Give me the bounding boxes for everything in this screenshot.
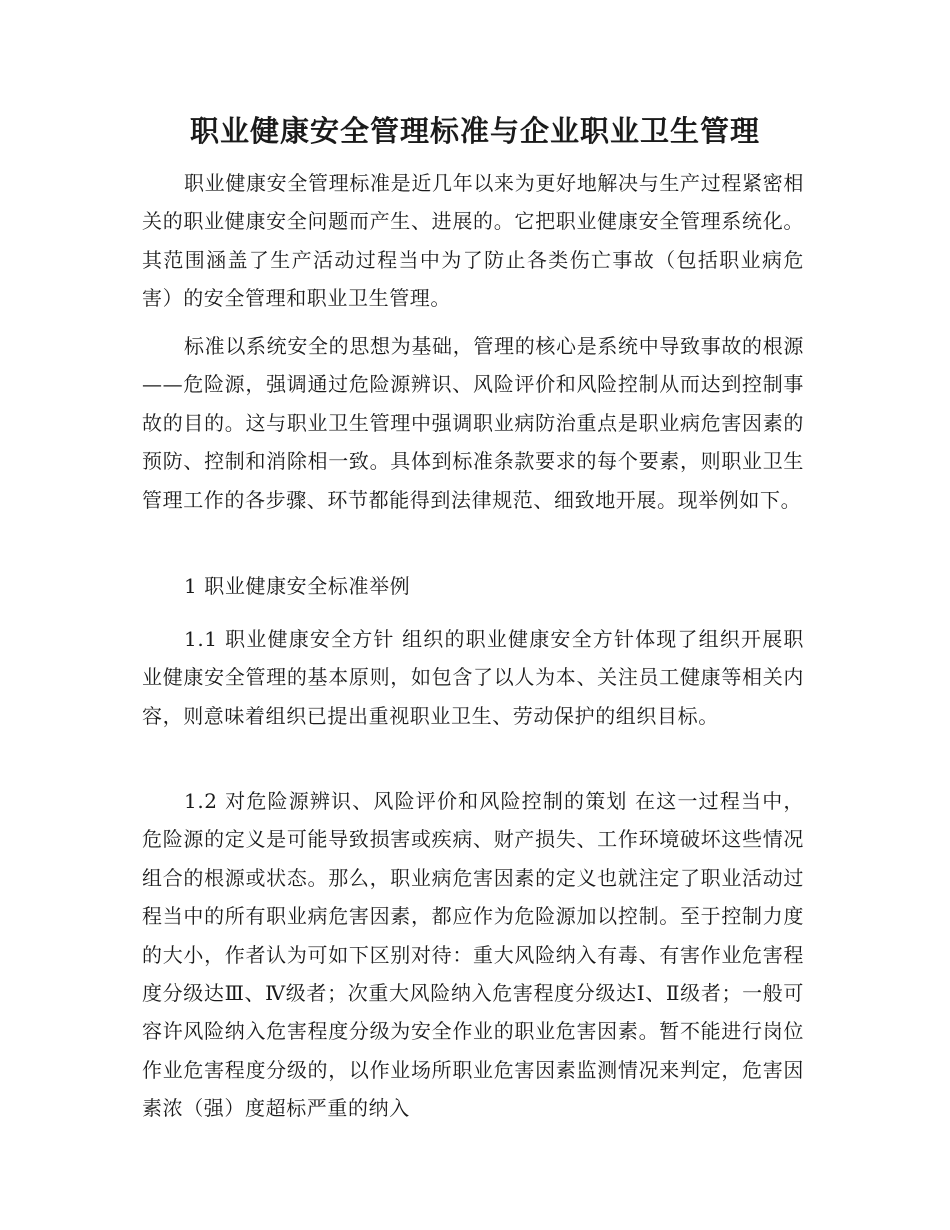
paragraph-section-1-2: 1.2 对危险源辨识、风险评价和风险控制的策划 在这一过程当中，危险源的定义是可能导致损害或疾病、财产损失、工作环境破坏这些情况组合的根源或状态。那么，职业病危害因素的定义也就注定了职业活动过程当中的所有职业病危害因素，都应作为危险源加以控制。至于控制力度的大小，作者认为可如下区别对待：重大风险纳入有毒、有害作业危害程度分级达Ⅲ、Ⅳ级者；次重大风险纳入危害程度分级达Ⅰ、Ⅱ级者；一般可容许风险纳入危害程度分级为安全作业的职业危害因素。暂不能进行岗位作业危害程度分级的，以作业场所职业危害因素监测情况来判定，危害因素浓（强）度超标严重的纳入 [142,789,804,1121]
paragraph-section-1-1: 1.1 职业健康安全方针 组织的职业健康安全方针体现了组织开展职业健康安全管理的基本原则，如包含了以人为本、关注员工健康等相关内容，则意味着组织已提出重视职业卫生、劳动保护的组织目标。 [142,627,804,728]
paragraph-standard-basis: 标准以系统安全的思想为基础，管理的核心是系统中导致事故的根源——危险源，强调通过危险源辨识、风险评价和风险控制从而达到控制事故的目的。这与职业卫生管理中强调职业病防治重点是职业病危害因素的预防、控制和消除相一致。具体到标准条款要求的每个要素，则职业卫生管理工作的各步骤、环节都能得到法律规范、细致地开展。现举例如下。 [142,334,804,512]
document-title: 职业健康安全管理标准与企业职业卫生管理 [189,114,760,148]
paragraph-intro: 职业健康安全管理标准是近几年以来为更好地解决与生产过程紧密相关的职业健康安全问题而产生、进展的。它把职业健康安全管理系统化。其范围涵盖了生产活动过程当中为了防止各类伤亡事故（包括职业病危害）的安全管理和职业卫生管理。 [142,171,804,311]
section-heading-1: 1 职业健康安全标准举例 [184,574,411,598]
